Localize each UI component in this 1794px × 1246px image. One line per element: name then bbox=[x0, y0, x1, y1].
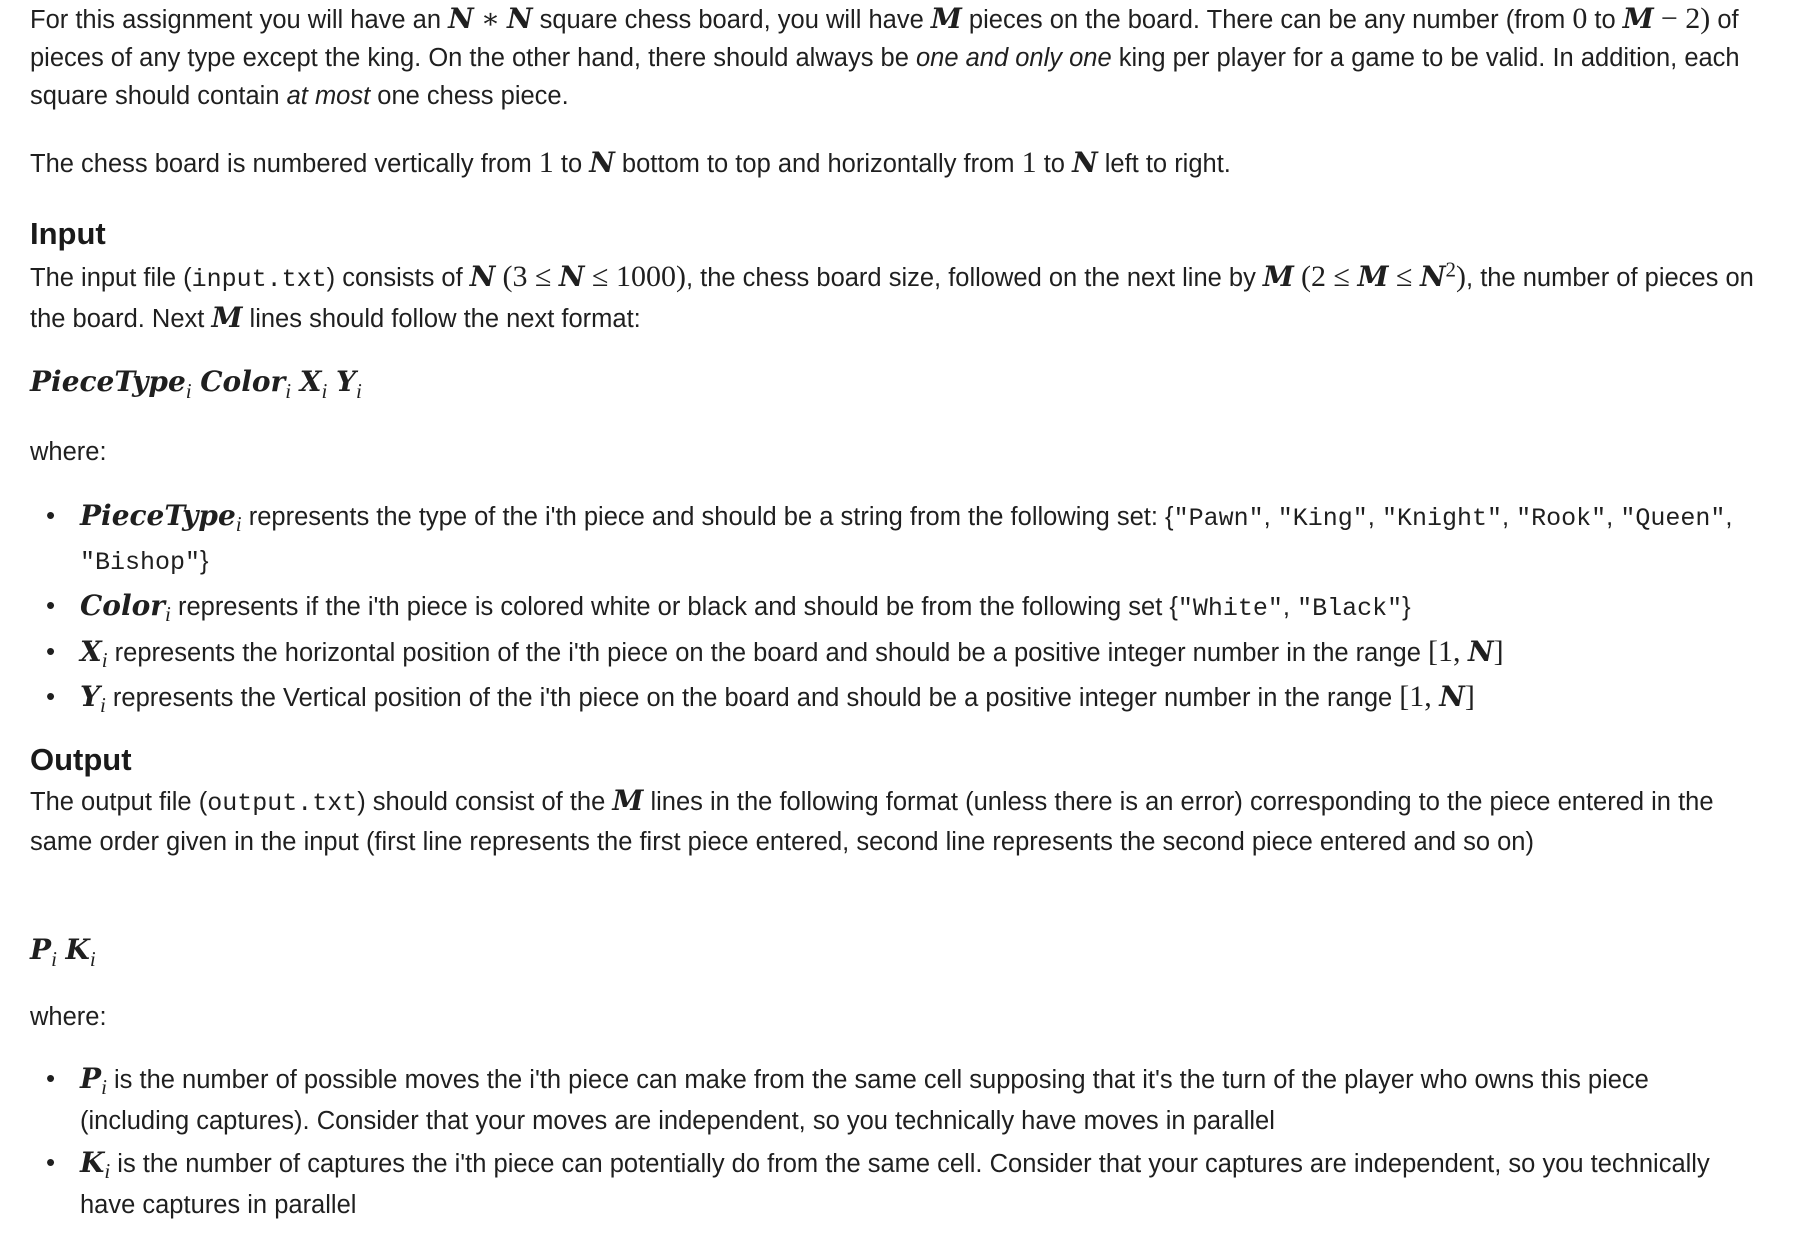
input-paragraph: The input file (input.txt) consists of N (3 ≤ N ≤ 1000), the chess board size, followed on the next line by M $(2 \le M \le N^2)$, the number of pieces on the board. Next M lines should follow the next format: bbox=[30, 257, 1754, 334]
list-item: • Color$_i$ represents if the i'th piece is colored white or black and should be from the following set {"White", "Black"} bbox=[30, 584, 1760, 630]
numbering-paragraph: The chess board is numbered vertically from 1 to N bottom to top and horizontally from 1 to N left to right. bbox=[30, 146, 1231, 179]
list-item: • $X_i$ represents the horizontal position of the i'th piece on the board and should be a positive integer number in the range [1, N] bbox=[30, 630, 1760, 675]
output-heading: Output bbox=[30, 742, 132, 777]
list-item: • $Y_i$ represents the Vertical position of the i'th piece on the board and should be a positive integer number in the range [1, N] bbox=[30, 675, 1760, 720]
input-heading: Input bbox=[30, 216, 106, 251]
list-item: • $P_i$ is the number of possible moves the i'th piece can make from the same cell supposing that it's the turn of the player who owns this piece (including captures). Consider that your moves are independent, so you technically have moves in parallel bbox=[30, 1058, 1760, 1142]
input-where-label: where: bbox=[30, 438, 107, 466]
list-item: • PieceType$_i$ represents the type of the i'th piece and should be a string from the following set: {"Pawn", "King", "Knight", "Rook", "Queen", "Bishop"} bbox=[30, 494, 1760, 584]
input-filename: input.txt bbox=[191, 265, 327, 294]
output-format-formula: $P_i$ $K_i$ bbox=[30, 933, 96, 972]
output-definitions-list bbox=[30, 1058, 1760, 1226]
output-where-label: where: bbox=[30, 1003, 107, 1031]
input-format-formula: PieceType$_i$ Color$_i$ $X_i$ $Y_i$ bbox=[30, 365, 362, 404]
output-filename: output.txt bbox=[207, 789, 358, 818]
input-definitions-list bbox=[30, 494, 1760, 720]
list-item: • $K_i$ is the number of captures the i'th piece can potentially do from the same cell. Consider that your captures are independent, so you technically have captures in parallel bbox=[30, 1142, 1760, 1226]
intro-paragraph: For this assignment you will have an N ∗ N square chess board, you will have M pieces on the board. There can be any number (from 0 to M − 2) of pieces of any type except the king. On the other hand, there should always be one and only one king per player for a game to be valid. In addition, each square should contain at most one chess piece. bbox=[30, 2, 1740, 110]
output-paragraph: The output file (output.txt) should consist of the M lines in the following format (unless there is an error) corresponding to the piece entered in the same order given in the input (first line represents the first piece entered, second line represents the second piece entered and so on) bbox=[30, 784, 1714, 856]
